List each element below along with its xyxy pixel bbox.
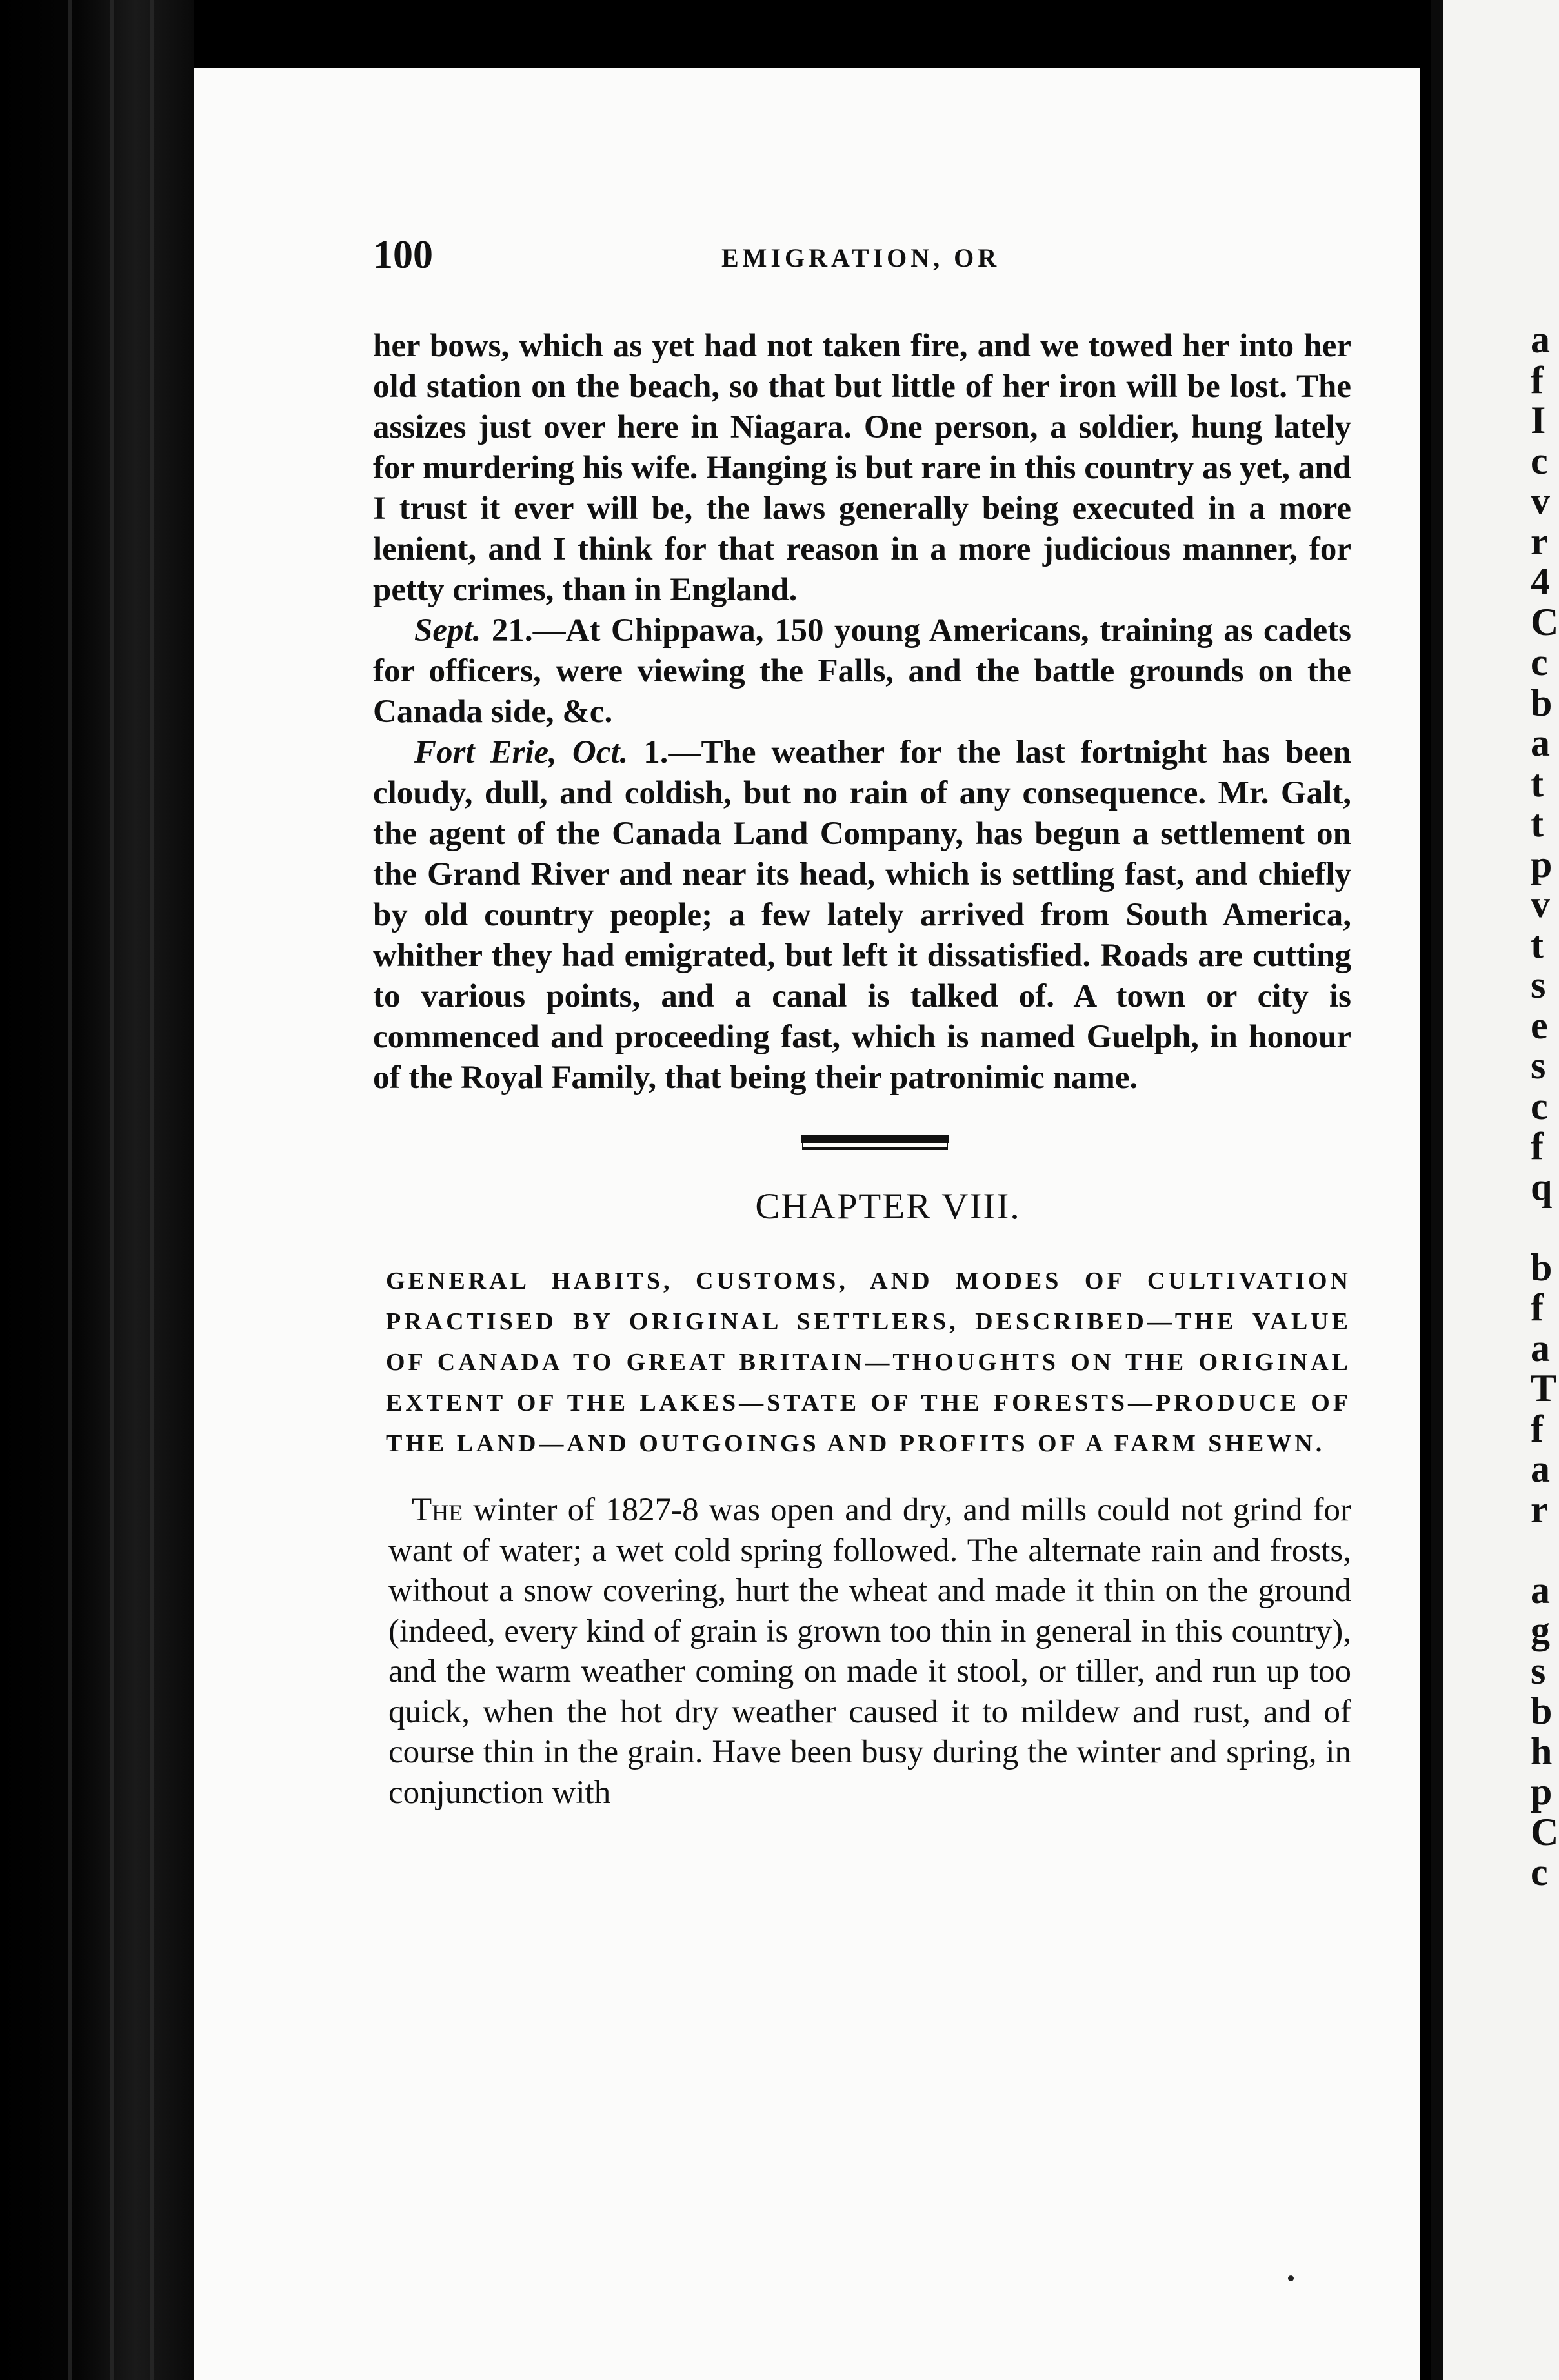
facing-letter: f	[1531, 358, 1544, 401]
facing-letter: f	[1531, 1407, 1544, 1450]
facing-letter: b	[1531, 1689, 1553, 1732]
facing-letter	[1531, 1529, 1558, 1570]
facing-letter: c	[1531, 1851, 1548, 1893]
section-divider	[801, 1135, 949, 1143]
date-label: Sept.	[414, 612, 481, 649]
facing-letter: c	[1531, 439, 1548, 482]
facing-letter: t	[1531, 802, 1544, 845]
facing-letter: b	[1531, 681, 1553, 724]
facing-letter: s	[1531, 963, 1546, 1006]
facing-letter: a	[1531, 1447, 1550, 1490]
ink-speck	[1288, 2275, 1294, 2281]
paragraph-continuation: her bows, which as yet had not taken fire, and we towed her into her old station on the beach, so that but little of her iron will be lost. The assizes just over here in Niagara. One person, a soldier, hung lately for murdering his wife. Hanging is but rare in this country as yet, and I trust it ever will be, the laws generally being executed in a more lenient, and I think for that reason in a more judicious manner, for petty crimes, than in England.	[373, 328, 1351, 608]
paragraph-text: 1.—The weather for the last fortnight has been cloudy, dull, and coldish, but no rain of any consequence. Mr. Galt, the agent of the Canada Land Company, has begun a settlement on the Grand River and near its head, which is settling fast, and chiefly by old country people; a few lately arrived from South America, whither they had emigrated, but left it dissatisfied. Roads are cutting to various points, and a canal is talked of. A town or city is commenced and proceeding fast, which is named Guelph, in honour of the Royal Family, that being their patronimic name.	[373, 734, 1351, 1096]
facing-letter: t	[1531, 923, 1544, 966]
facing-page-letters	[1531, 319, 1558, 1893]
facing-letter: f	[1531, 1286, 1544, 1329]
facing-letter: a	[1531, 1568, 1550, 1611]
binding-gutter	[0, 0, 194, 2380]
facing-letter: T	[1531, 1367, 1557, 1409]
facing-letter: C	[1531, 600, 1559, 643]
facing-letter	[1531, 1207, 1558, 1247]
paragraph-fort-erie	[373, 732, 1351, 1098]
facing-letter: r	[1531, 519, 1548, 563]
facing-letter: e	[1531, 1003, 1548, 1047]
facing-letter: p	[1531, 842, 1553, 885]
page-number: 100	[373, 233, 433, 277]
facing-letter: h	[1531, 1730, 1553, 1773]
facing-letter: f	[1531, 1125, 1544, 1167]
facing-letter: q	[1531, 1165, 1553, 1208]
facing-letter: s	[1531, 1044, 1546, 1087]
facing-letter: p	[1531, 1770, 1553, 1813]
paragraph-sept-21	[373, 610, 1351, 732]
chapter-summary: GENERAL HABITS, CUSTOMS, AND MODES OF CULTIVATION PRACTISED BY ORIGINAL SETTLERS, DESCRIBED—THE VALUE OF CANADA TO GREAT BRITAIN—THOUGHTS ON THE ORIGINAL EXTENT OF THE LAKES—STATE OF THE FORESTS—PRODUCE OF THE LAND—AND OUTGOINGS AND PROFITS OF A FARM SHEWN.	[386, 1267, 1351, 1457]
facing-letter: c	[1531, 641, 1548, 683]
first-word: The	[412, 1492, 463, 1528]
facing-letter: c	[1531, 1084, 1548, 1127]
paragraph-text: 21.—At Chippawa, 150 young Americans, training as cadets for officers, were viewing the Falls, and the battle grounds on the Canada side, &c.	[373, 612, 1351, 730]
facing-letter: I	[1531, 399, 1546, 441]
gutter-streak	[150, 0, 154, 2380]
gutter-streak	[110, 0, 114, 2380]
facing-letter: 4	[1531, 560, 1550, 603]
facing-letter: a	[1531, 318, 1550, 361]
facing-letter: s	[1531, 1649, 1546, 1692]
facing-letter: v	[1531, 883, 1550, 925]
facing-letter: b	[1531, 1245, 1553, 1289]
running-head	[373, 232, 1351, 290]
chapter-title: CHAPTER VIII.	[755, 1186, 1021, 1227]
facing-letter: r	[1531, 1488, 1548, 1531]
body-text: winter of 1827-8 was open and dry, and mills could not grind for want of water; a wet cold spring followed. The alternate rain and frosts, without a snow covering, hurt the wheat and made it thin on the ground (indeed, every kind of grain is grown too thin in general in this country), and the warm weather coming on made it stool, or tiller, and run up too quick, when the hot dry weather caused it to mildew and rust, and of course thin in the grain. Have been busy during the winter and spring, in conjunction with	[388, 1492, 1351, 1811]
running-title: EMIGRATION, OR	[721, 243, 1001, 272]
facing-letter: a	[1531, 721, 1550, 764]
facing-letter: t	[1531, 761, 1544, 805]
facing-letter: g	[1531, 1609, 1550, 1651]
facing-letter: a	[1531, 1326, 1550, 1369]
facing-letter: C	[1531, 1810, 1559, 1853]
gutter-streak	[68, 0, 72, 2380]
place-date-label: Fort Erie, Oct.	[414, 734, 629, 771]
chapter-body	[388, 1490, 1351, 1813]
page-content	[373, 232, 1351, 1813]
facing-letter: v	[1531, 479, 1550, 522]
